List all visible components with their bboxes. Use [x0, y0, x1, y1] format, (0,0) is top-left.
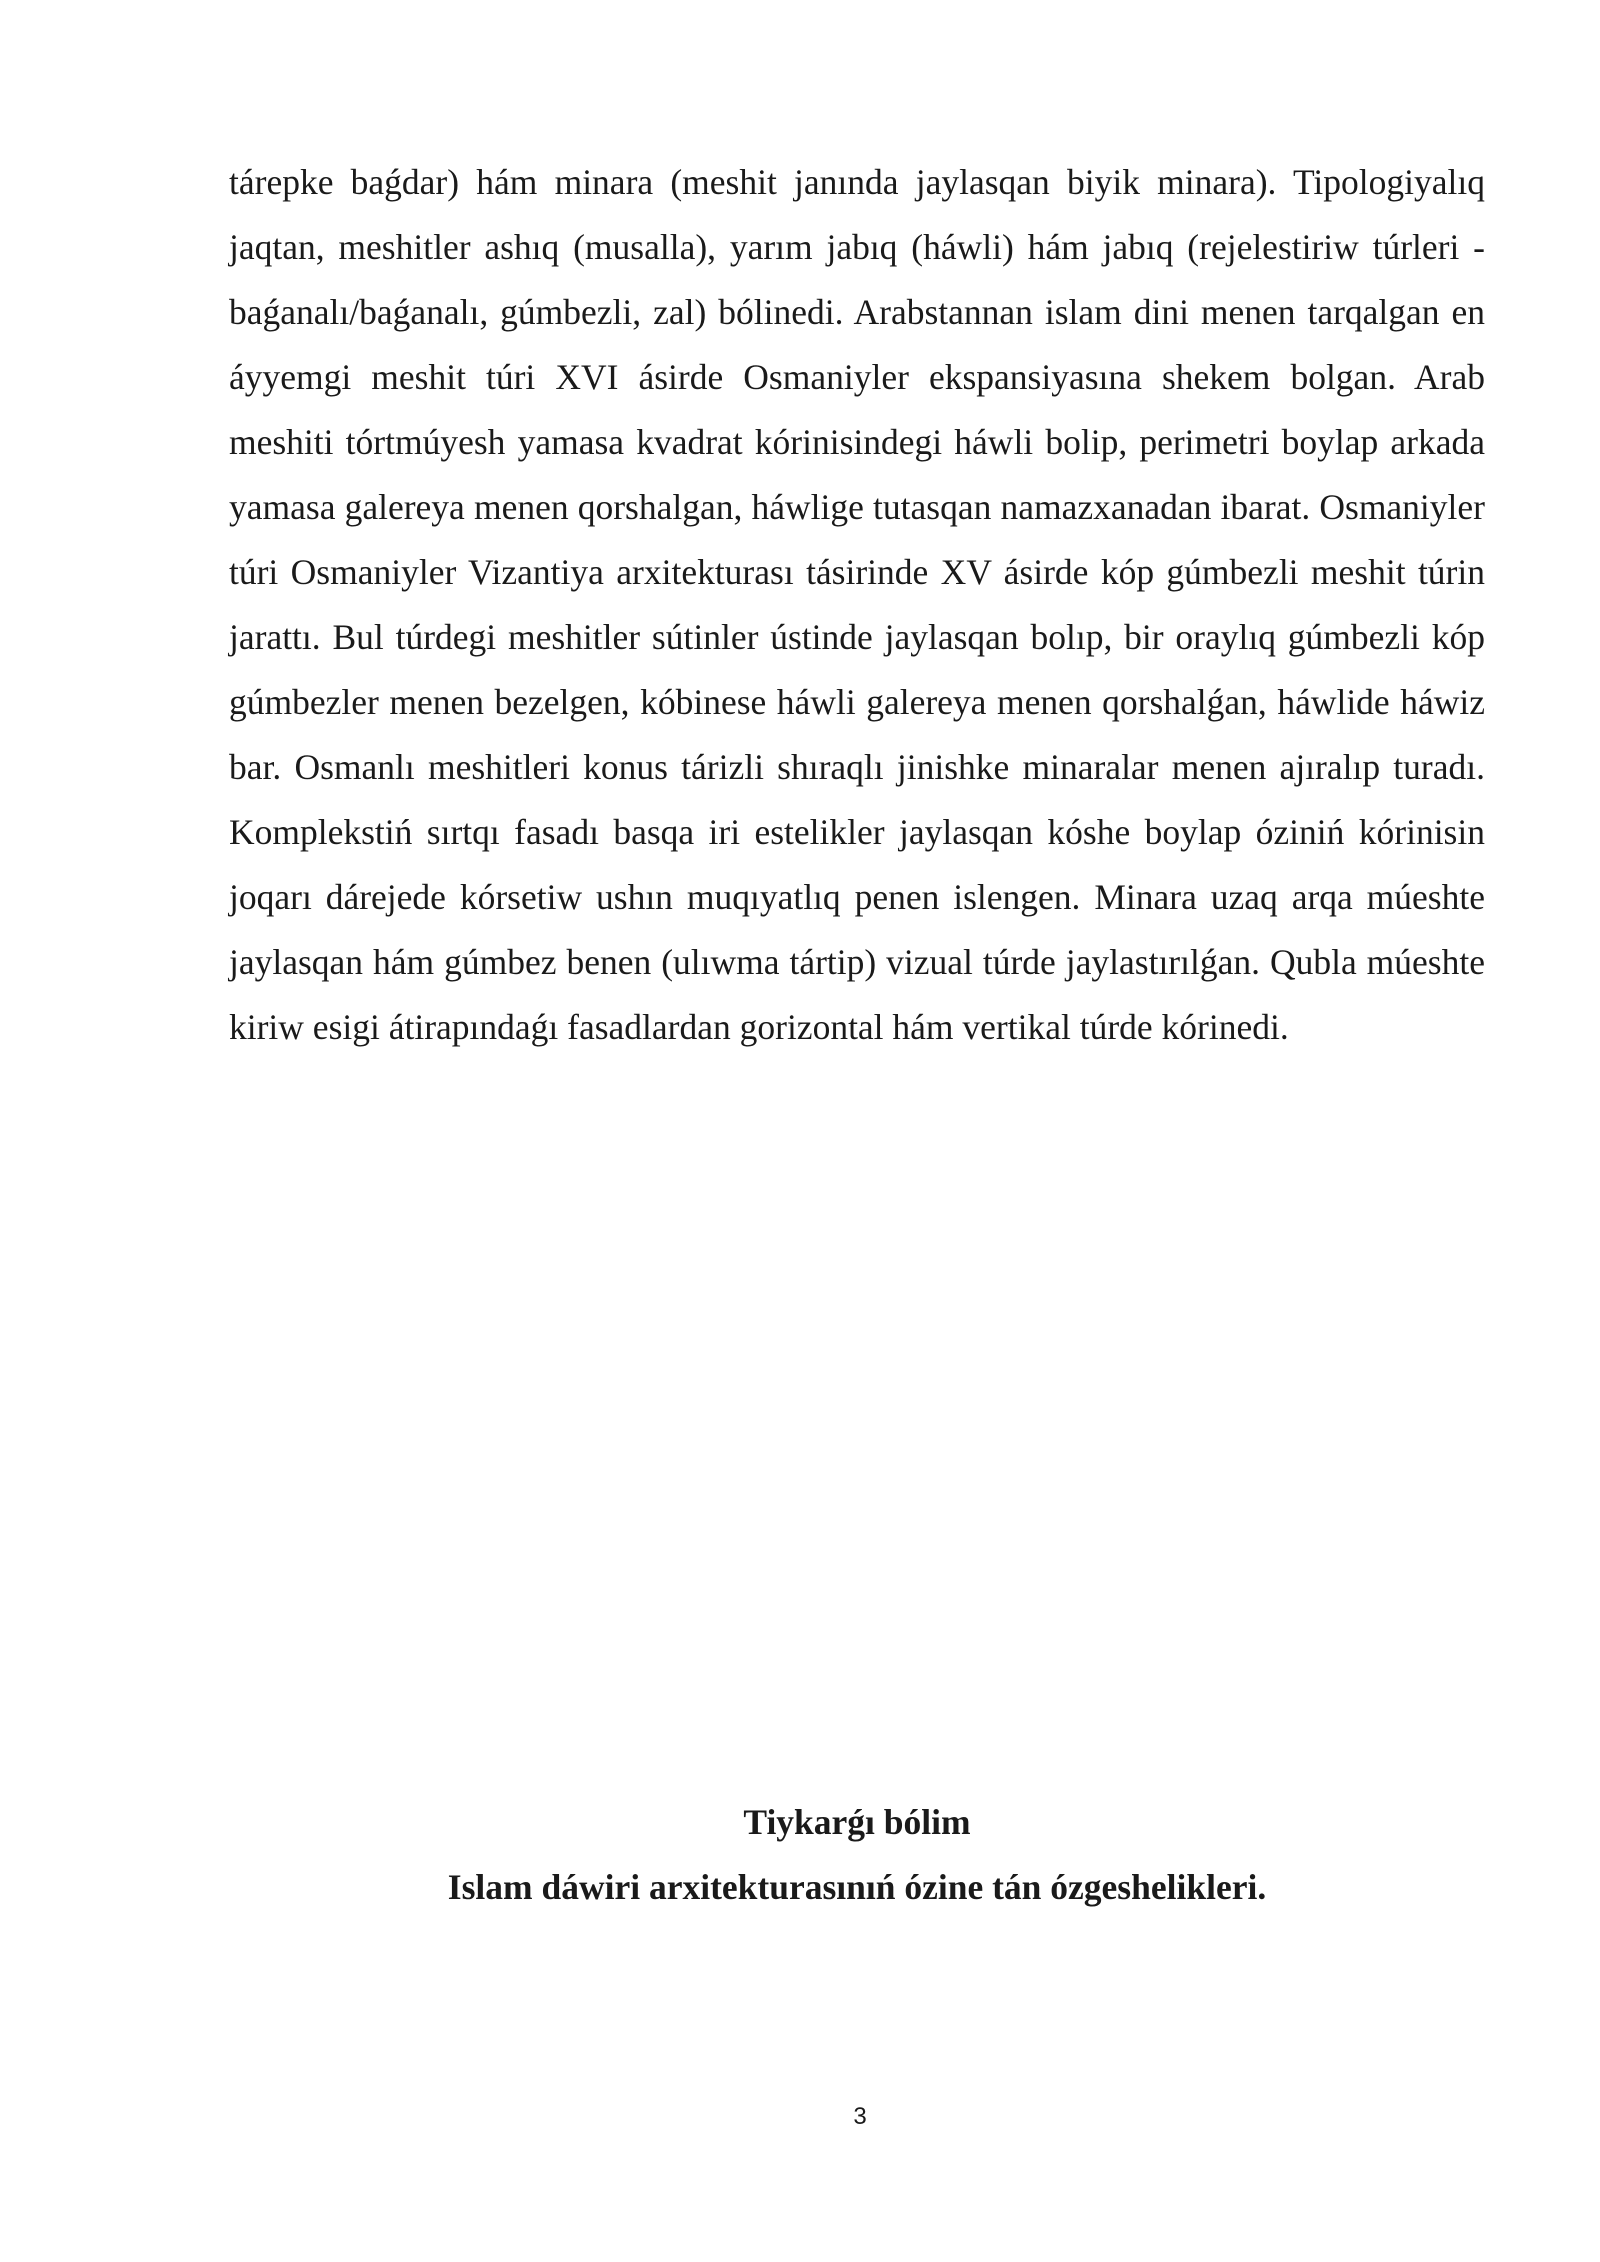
- section-subtitle: Islam dáwiri arxitekturasınıń ózine tán ózgeshelikleri.: [447, 1867, 1267, 1907]
- page-number: 3: [853, 2103, 867, 2130]
- section-heading: [229, 1790, 1485, 1920]
- section-title: Tiykarǵı bólim: [743, 1802, 971, 1842]
- body-paragraph: tárepke baǵdar) hám minara (meshit janında jaylasqan biyik minara). Tipologiyalıq jaqtan, meshitler ashıq (musalla), yarım jabıq (háwli) hám jabıq (rejelestiriw túrleri - baǵanalı/baǵanalı, gúmbezli, zal) bólinedi. Arabstannan islam dini menen tarqalgan en áyyemgi meshit túri XVI ásirde Osmaniyler ekspansiyasına shekem bolgan. Arab meshiti tórtmúyesh yamasa kvadrat kórinisindegi háwli bolip, perimetri boylap arkada yamasa galereya menen qorshalgan, háwlige tutasqan namazxanadan ibarat. Osmaniyler túri Osmaniyler Vizantiya arxitekturası tásirinde XV ásirde kóp gúmbezli meshit túrin jarattı. Bul túrdegi meshitler sútinler ústinde jaylasqan bolıp, bir oraylıq gúmbezli kóp gúmbezler menen bezelgen, kóbinese háwli galereya menen qorshalǵan, háwlide háwiz bar. Osmanlı meshitleri konus tárizli shıraqlı jinishke minaralar menen ajıralıp turadı. Komplekstiń sırtqı fasadı basqa iri estelikler jaylasqan kóshe boylap óziniń kórinisin joqarı dárejede kórsetiw ushın muqıyatlıq penen islengen. Minara uzaq arqa múeshte jaylasqan hám gúmbez benen (ulıwma tártip) vizual túrde jaylastırılǵan. Qubla múeshte kiriw esigi átirapındaǵı fasadlardan gorizontal hám vertikal túrde kórinedi.: [229, 162, 1485, 1047]
